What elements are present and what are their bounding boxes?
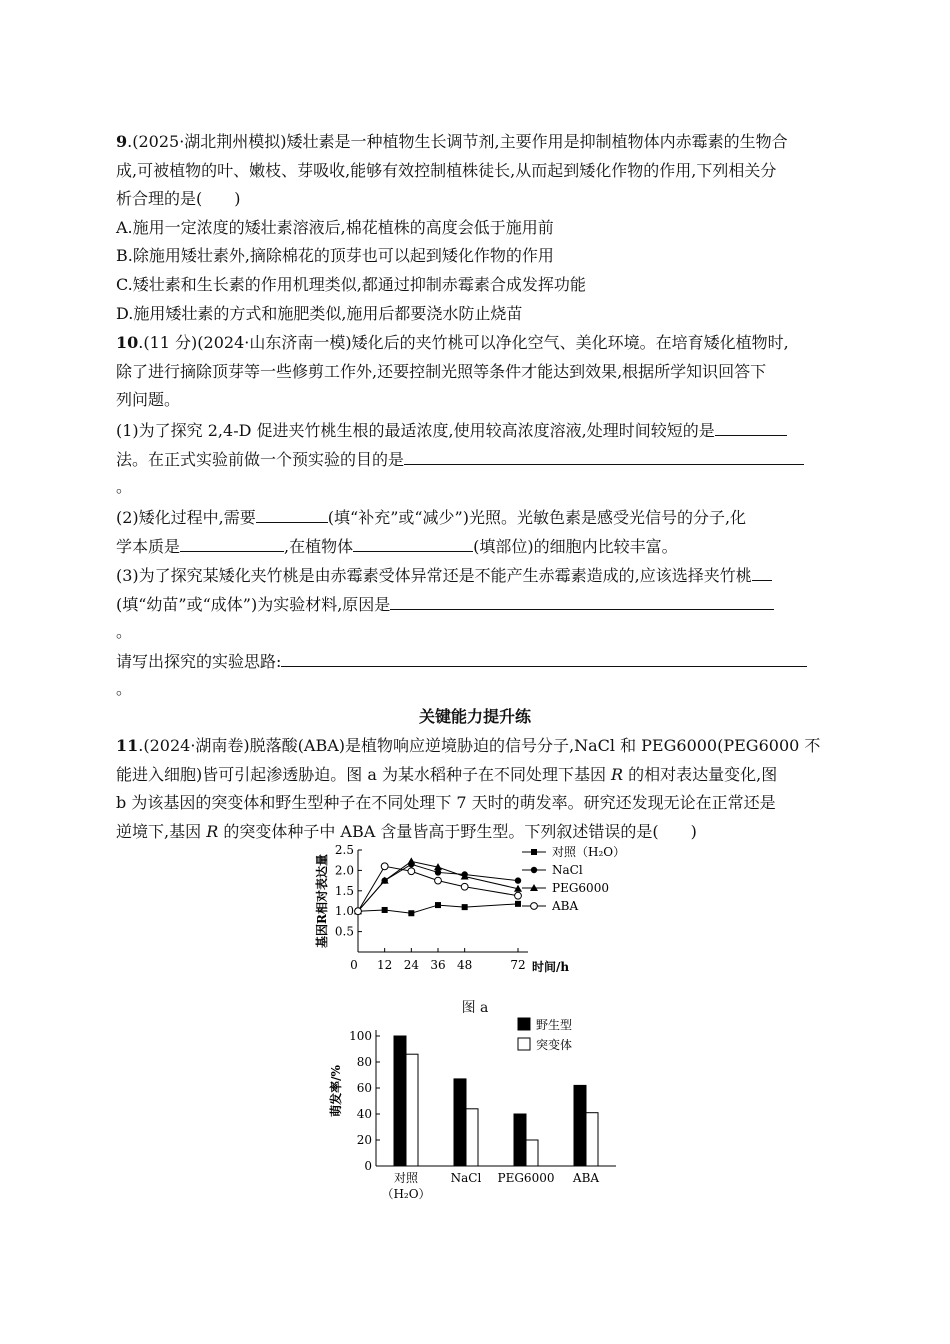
q10-part3-text-a: (3)为了探究某矮化夹竹桃是由赤霉素受体异常还是不能产生赤霉素造成的,应该选择夹竹桃 [116,566,752,585]
q9-number: 9 [116,132,128,151]
x-tick-label: 12 [377,958,393,972]
q9-option-c[interactable]: C.矮壮素和生长素的作用机理类似,都通过抑制赤霉素合成发挥功能 [116,275,586,294]
data-point [355,908,362,915]
q10-stem-2: 除了进行摘除顶芽等一些修剪工作外,还要控制光照等条件才能达到效果,根据所学知识回答下 [116,362,767,381]
data-point [382,907,388,913]
y-axis-label: 萌发率/% [329,1065,343,1117]
y-tick-label: 60 [356,1081,372,1095]
q10-part3-end-1: 。 [116,622,133,641]
q10-line-1 [116,333,789,353]
data-point [515,877,521,883]
y-tick-label: 40 [356,1107,372,1121]
data-point [531,903,538,910]
data-point [407,857,415,864]
section-title: 关键能力提升练 [418,707,531,726]
bar [466,1109,478,1166]
data-point [435,902,441,908]
q9-stem-2: 成,可被植物的叶、嫩枝、芽吸收,能够有效控制植株徒长,从而起到矮化作物的作用,下列相关分 [116,161,777,180]
q10-number: 10 [116,333,139,352]
x-tick-label: 24 [403,958,419,972]
x-tick-label: NaCl [450,1171,482,1185]
q11-gene-r: R [611,765,624,784]
data-point [461,883,468,890]
y-tick-label: 0 [364,1159,372,1173]
x-tick-label: ABA [572,1171,600,1185]
q9-line-1 [116,132,788,152]
bar [526,1140,538,1166]
q10-part3-line1 [116,564,772,586]
q9-option-a[interactable]: A.施用一定浓度的矮壮素溶液后,棉花植株的高度会低于施用前 [116,218,554,237]
q10-blank-6[interactable] [752,564,772,581]
q11-stem-3: b 为该基因的突变体和野生型种子在不同处理下 7 天时的萌发率。研究还发现无论在正常还是 [116,793,776,812]
bar [514,1114,526,1166]
q10-part3-text-c: 请写出探究的实验思路: [116,652,282,671]
q10-blank-7[interactable] [390,593,774,610]
q10-part3-line3 [116,650,807,672]
y-tick-label: 2.5 [334,843,354,857]
x-tick-sublabel: （H₂O） [381,1187,431,1201]
q9-source: .(2025·湖北荆州模拟) [127,132,287,151]
x-tick-label: 72 [510,958,526,972]
x-tick-label: 0 [350,958,358,972]
legend-label: ABA [552,899,579,913]
q11-line-1 [116,736,820,756]
q9-option-d[interactable]: D.施用矮壮素的方式和施肥类似,施用后都要浇水防止烧苗 [116,304,523,323]
data-point [515,892,522,899]
q10-part1-text-b: 法。在正式实验前做一个预实验的目的是 [116,450,405,469]
x-tick-label: PEG6000 [497,1171,555,1185]
x-tick-label: 36 [430,958,446,972]
legend-swatch [518,1038,530,1050]
y-tick-label: 80 [356,1055,372,1069]
q11-gene-r-2: R [206,822,219,841]
q9-option-b[interactable]: B.除施用矮壮素外,摘除棉花的顶芽也可以起到矮化作物的作用 [116,246,554,265]
y-tick-label: 20 [356,1133,372,1147]
bar [454,1079,466,1166]
legend-swatch [518,1018,530,1030]
data-point [531,849,537,855]
q10-part2-line2 [116,535,678,557]
data-point [515,901,521,907]
q10-blank-2[interactable] [404,448,804,465]
q10-part3-end-2: 。 [116,679,133,698]
figure-a-line-chart [300,840,660,985]
q10-blank-4[interactable] [180,535,284,552]
q10-part2-text-c: 学本质是 [116,537,181,556]
bar [406,1054,418,1166]
q10-part1-line1 [116,419,787,441]
legend-label: 突变体 [536,1038,573,1052]
y-axis-label: 基因R相对表达量 [315,854,329,948]
q11-number: 11 [116,736,139,755]
q10-stem-3: 列问题。 [116,390,181,409]
q9-stem-1: 矮壮素是一种植物生长调节剂,主要作用是抑制植物体内赤霉素的生物合 [286,132,788,151]
q10-part2-text-e: (填部位)的细胞内比较丰富。 [473,537,678,556]
x-axis-label: 时间/h [532,960,570,974]
legend-label: NaCl [552,863,583,877]
x-tick-label: 48 [457,958,473,972]
q10-part1-end: 。 [116,477,133,496]
bar [586,1113,598,1166]
y-tick-label: 1.5 [334,883,354,898]
q10-part2-line1 [116,506,746,528]
q11-stem-4 [116,822,697,842]
data-point [531,867,537,873]
q11-source: .(2024·湖南卷) [138,736,250,755]
q10-part3-line2 [116,593,774,615]
q11-stem-2a: 能进入细胞)皆可引起渗透胁迫。图 a 为某水稻种子在不同处理下基因 [116,765,612,784]
q10-part2-text-d: ,在植物体 [284,537,354,556]
q10-part3-text-b: (填“幼苗”或“成体”)为实验材料,原因是 [116,595,391,614]
y-tick-label: 2.0 [334,863,354,878]
x-tick-label: 对照 [393,1171,419,1185]
q10-part1-text-a: (1)为了探究 2,4-D 促进夹竹桃生根的最适浓度,使用较高浓度溶液,处理时间较短的是 [116,421,715,440]
q11-stem-1: 脱落酸(ABA)是植物响应逆境胁迫的信号分子,NaCl 和 PEG6000(PEG6000 不 [249,736,821,755]
q10-part2-text-a: (2)矮化过程中,需要 [116,508,256,527]
bar [394,1036,406,1166]
q9-stem-3: 析合理的是( ) [116,189,241,208]
q11-stem-4a: 逆境下,基因 [116,822,207,841]
y-tick-label: 0.5 [334,924,354,939]
data-point [435,869,441,875]
figure-a-caption: 图 a [461,1000,489,1016]
q11-stem-2 [116,765,777,785]
q10-source: .(11 分)(2024·山东济南一模) [138,333,352,352]
legend-label: PEG6000 [552,881,609,895]
q10-part2-text-b: (填“补充”或“减少”)光照。光敏色素是感受光信号的分子,化 [327,508,747,527]
figure-b-bar-chart [320,1010,630,1215]
legend-label: 野生型 [536,1018,573,1032]
legend-label: 对照（H₂O） [552,845,626,859]
q11-stem-4c: 的突变体种子中 ABA 含量皆高于野生型。下列叙述错误的是( ) [218,822,697,841]
q10-blank-8[interactable] [281,650,807,667]
q10-blank-3[interactable] [256,506,328,523]
q11-stem-2c: 的相对表达量变化,图 [623,765,778,784]
data-point [462,904,468,910]
q10-part1-line2 [116,448,804,470]
data-point [435,877,442,884]
data-point [408,910,414,916]
data-point [408,868,415,875]
y-tick-label: 100 [349,1029,372,1043]
q10-blank-5[interactable] [353,535,473,552]
q10-stem-1: 矮化后的夹竹桃可以净化空气、美化环境。在培育矮化植物时, [351,333,789,352]
y-tick-label: 1.0 [334,904,354,919]
bar [574,1085,586,1166]
q10-blank-1[interactable] [715,419,787,436]
data-point [381,863,388,870]
